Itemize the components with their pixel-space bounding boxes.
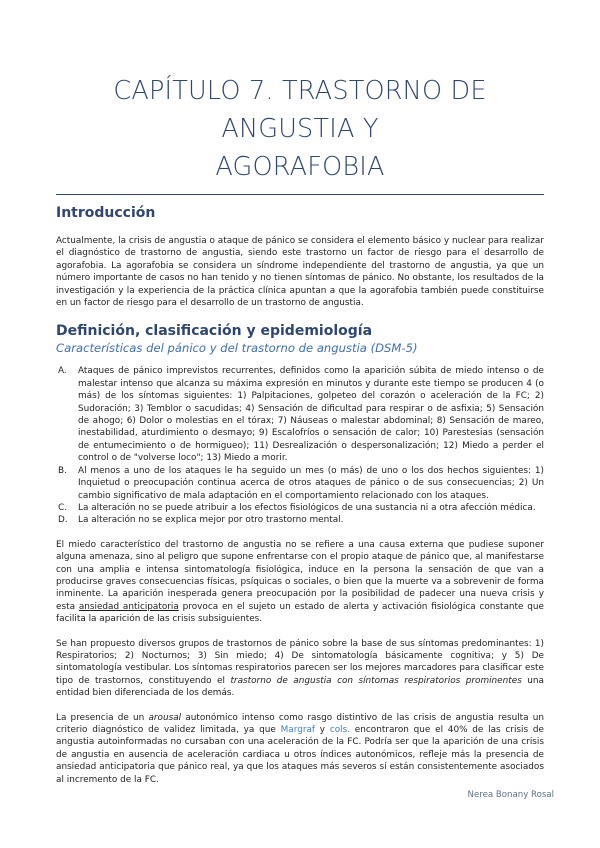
page: [56, 0, 544, 786]
criterion-text: La alteración no se explica mejor por otro trastorno mental.: [78, 515, 344, 526]
criterion-marker: A.: [58, 366, 67, 377]
chapter-title: [56, 72, 544, 186]
intro-paragraph: Actualmente, la crisis de angustia o ataque de pánico se considera el elemento básico y nuclear para realizar el diagnóstico de trastorno de angustia, siendo este trastorno un factor de riesgo para el desarrollo de agorafobia. La agorafobia se considera un síndrome independiente del trastorno de angustia, ya que un número importante de casos no han tenido y no tienen síntomas de pánico. No obstante, los resultados de la investigación y la experiencia de la práctica clínica apuntan a que la agorafobia también puede constituirse en un factor de riesgo para el desarrollo de un trastorno de angustia.: [56, 236, 544, 309]
arousal-text-start: La presencia de un: [56, 712, 149, 723]
criterion-marker: C.: [58, 502, 68, 513]
respiratory-subtype-term: trastorno de angustia con síntomas respiratorios prominentes: [230, 675, 522, 686]
cols-link[interactable]: cols.: [329, 725, 351, 735]
criterion-text: La alteración no se puede atribuir a los efectos fisiológicos de una sustancia ni a otra afección médica.: [78, 502, 536, 513]
anticipatory-anxiety-term: ansiedad anticipatoria: [78, 601, 179, 612]
arousal-paragraph: [56, 712, 544, 786]
definition-subheading: Características del pánico y del trastorno de angustia (DSM-5): [56, 341, 418, 356]
chapter-title-line-2: AGORAFOBIA: [215, 152, 385, 182]
title-divider: [56, 194, 544, 195]
subtypes-paragraph: [56, 638, 544, 700]
criterion-item: [58, 365, 544, 464]
definition-heading: Definición, clasificación y epidemiología: [56, 323, 373, 340]
criterion-item: [58, 514, 544, 526]
criterion-marker: D.: [58, 515, 68, 526]
fear-paragraph: [56, 539, 544, 626]
subtypes-text-end: una entidad bien diferenciada de los demás.: [56, 675, 544, 699]
criterion-text: Ataques de pánico imprevistos recurrentes, definidos como la aparición súbita de miedo intenso o de malestar intenso que alcanza su máxima expresión en minutos y durante este tiempo se producen 4 (o más) de los síntomas siguientes: 1) Palpitaciones, golpeteo del corazón o aceleración de la FC; 2) Sudoración; 3) Temblor o sacudidas; 4) Sensación de dificultad para respirar o de asfixia; 5) Sensación de ahogo; 6) Dolor o molestias en el tórax; 7) Náuseas o malestar abdominal; 8) Sensación de mareo, inestabilidad, aturdimiento o desmayo; 9) Escalofríos o sensación de calor; 10) Parestesias (sensación de entumecimiento o de hormigueo); 11) Desrealización o despersonalización; 12) Miedo a perder el control o de "volverse loco"; 13) Miedo a morir.: [78, 366, 544, 464]
fear-text-end: provoca en el sujeto un estado de alerta y activación fisiológica constante que facilita la aparición de las crisis subsiguientes.: [56, 601, 545, 625]
subtypes-text-start: Se han propuesto diversos grupos de trastornos de pánico sobre la base de sus síntomas predominantes: 1) Respiratorios; 2) Nocturnos; 3) Sin miedo; 4) De sintomatología básicamente cognitiva; y 5) De sintomatología vestibular. Los síntomas respiratorios parecen ser los mejores marcadores para clasificar este tipo de trastornos, constituyendo el: [56, 638, 544, 686]
criterion-text: Al menos a uno de los ataques le ha seguido un mes (o más) de uno o los dos hechos siguientes: 1) Inquietud o preocupación continua acerca de otros ataques de pánico o de sus consecuencias; 2) Un cambio significativo de mala adaptación en el comportamiento relacionado con los ataques.: [78, 465, 544, 501]
criterion-item: [58, 465, 544, 502]
criterion-marker: B.: [58, 465, 67, 476]
arousal-text-end: encontraron que el 40% de las crisis de angustia autoinformadas no cursaban con una aceleración de la FC. Podría ser que la aparición de una crisis de angustia en ausencia de aceleración cardiaca u otros índices autonómicos, refleje más la presencia de ansiedad anticipatoria que pánico real, ya que los ataques más severos sí están consistentemente asociados al incremento de la FC.: [56, 725, 544, 785]
intro-heading: Introducción: [56, 205, 156, 221]
chapter-title-line-1: CAPÍTULO 7. TRASTORNO DE ANGUSTIA Y: [113, 76, 487, 144]
fear-text-start: El miedo característico del trastorno de angustia no se refiere a una causa externa que pudiese suponer alguna amenaza, sino al peligro que supone enfrentarse con el propio ataque de pánico que, al manifestarse con una amplia e intensa sintomatología fisiológica, induce en la persona la sensación de que van a producirse graves consecuencias físicas, psíquicas o sociales, o bien que la muerte va a sobrevenir de forma inminente. La aparición inesperada genera preocupación por la posibilidad de padecer una nueva crisis y esta: [56, 539, 544, 612]
dsm5-criteria-list: [56, 365, 544, 526]
footer-author: Nerea Bonany Rosal: [467, 790, 554, 800]
arousal-text-and: y: [315, 725, 330, 735]
criterion-item: [58, 502, 544, 514]
margraf-link[interactable]: Margraf: [280, 725, 316, 735]
arousal-text-mid: autonómico intenso como rasgo distintivo de las crisis de angustia resulta un criterio diagnóstico de validez limitada, ya que: [56, 712, 544, 735]
arousal-term: arousal: [148, 712, 182, 723]
